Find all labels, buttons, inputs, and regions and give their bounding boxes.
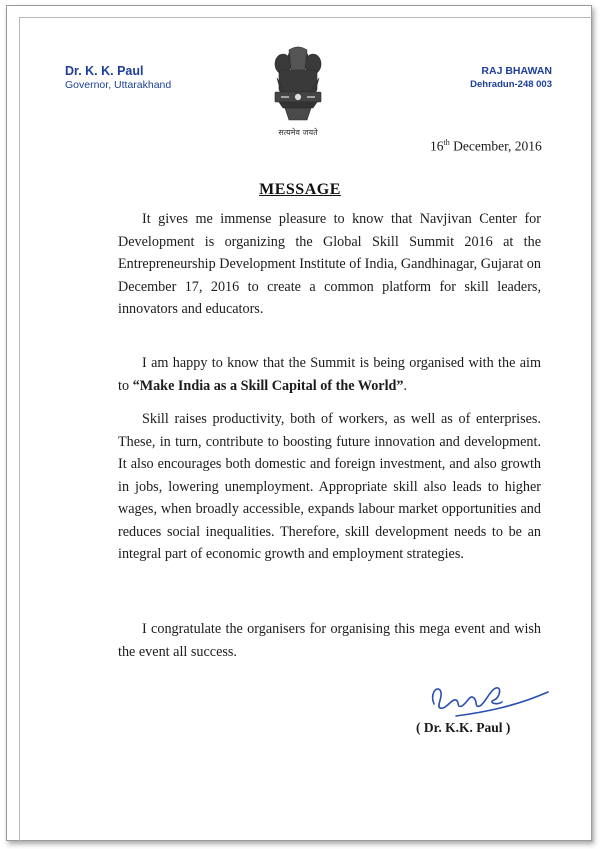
signer-name: ( Dr. K.K. Paul ): [416, 720, 511, 735]
paragraph-2-bold: “Make India as a Skill Capital of the World”: [132, 377, 404, 394]
sender-title: Governor, Uttarakhand: [65, 79, 172, 91]
date-day: 16: [430, 138, 444, 154]
paragraph-2: [118, 352, 541, 397]
paragraph-2-end: .: [403, 377, 408, 394]
address-city: Dehradun-248 003: [470, 79, 552, 90]
paragraph-4: [118, 618, 541, 663]
paragraph-3-text: Skill raises productivity, both of workers, as well as of enterprises. These, in turn, contribute to boosting future innovation and development. It also encourages both domestic and foreign investment, and also growth in jobs, lowering unemployment. Appropriate skill also leads to higher wages, when broadly accessible, expands labour market opportunities and reduces social inequalities. Therefore, skill development needs to be an integral part of economic growth and employment strategies.: [118, 411, 541, 562]
paragraph-1-text: It gives me immense pleasure to know that Navjivan Center for Development is organizing the Global Skill Summit 2016 at the Entrepreneurship Development Institute of India, Gandhinagar, Gujarat on December 17, 2016 to create a common platform for skill leaders, innovators and educators.: [118, 211, 541, 317]
national-emblem-icon: [265, 42, 331, 138]
date-suffix: th: [443, 138, 450, 147]
paragraph-1: [118, 208, 541, 321]
message-heading: MESSAGE: [259, 181, 341, 198]
date-rest: December, 2016: [449, 138, 542, 154]
paragraph-4-text: I congratulate the organisers for organising this mega event and wish the event all success.: [118, 621, 541, 660]
sender-name: Dr. K. K. Paul: [65, 64, 144, 78]
address-name: RAJ BHAWAN: [481, 65, 552, 77]
letter-date: [430, 138, 542, 155]
paragraph-2-start: I am happy to know that the Summit is being organised with the aim to: [118, 355, 541, 394]
emblem-motto: सत्यमेव जयते: [278, 128, 318, 137]
paragraph-3: [118, 408, 541, 566]
handwritten-signature: [426, 676, 551, 724]
